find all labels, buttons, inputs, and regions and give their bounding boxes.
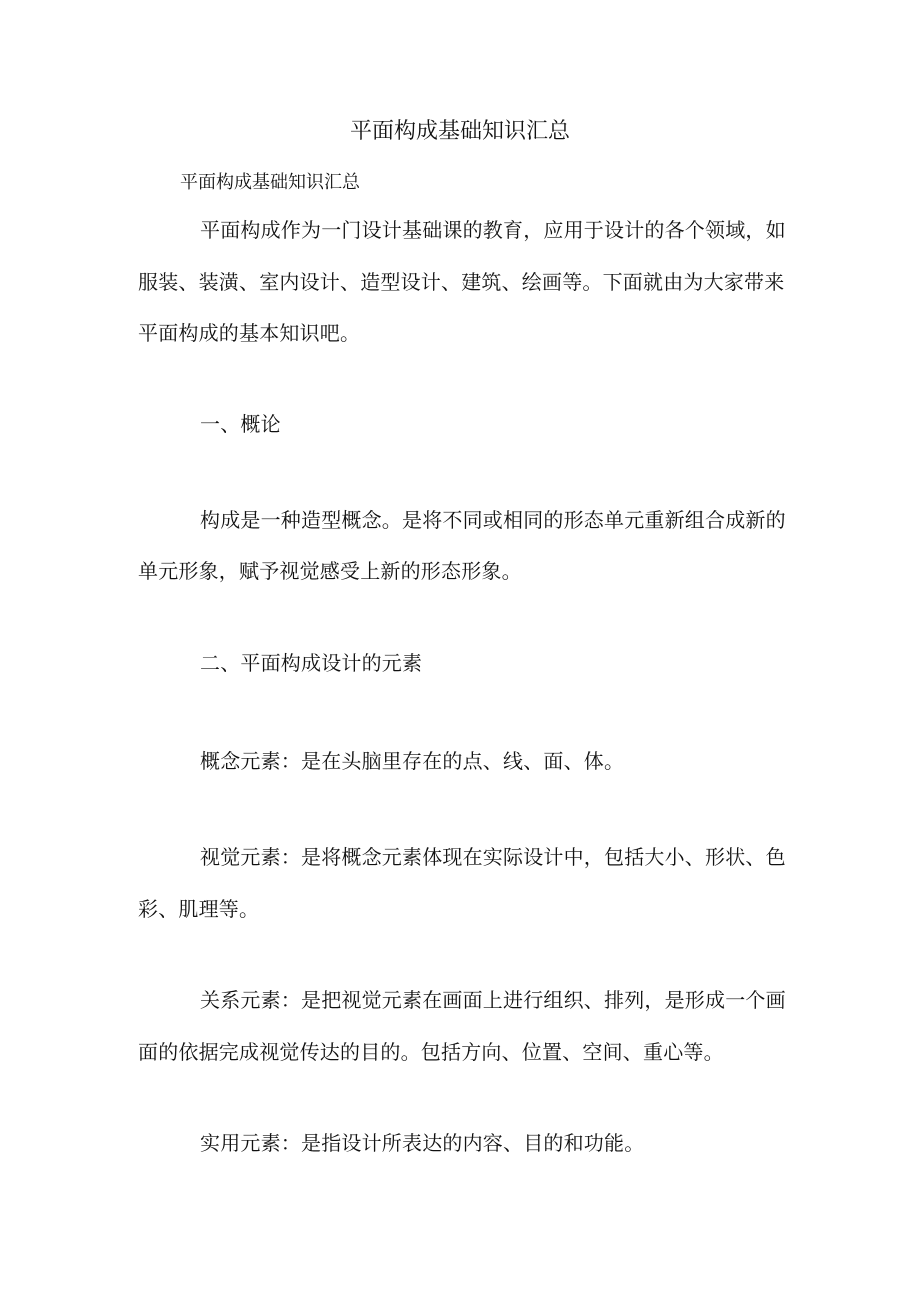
paragraph-line: 平面构成作为一门设计基础课的教育，应用于设计的各个领域，如 <box>200 218 786 242</box>
paragraph-line: 面的依据完成视觉传达的目的。包括方向、位置、空间、重心等。 <box>138 1040 724 1064</box>
document-title: 平面构成基础知识汇总 <box>349 119 570 144</box>
section-heading: 二、平面构成设计的元素 <box>200 651 423 675</box>
paragraph-line: 彩、肌理等。 <box>138 897 260 921</box>
paragraph-line: 实用元素：是指设计所表达的内容、目的和功能。 <box>200 1131 645 1155</box>
paragraph-line: 服装、装潢、室内设计、造型设计、建筑、绘画等。下面就由为大家带来 <box>138 270 785 294</box>
paragraph-line: 关系元素：是把视觉元素在画面上进行组织、排列，是形成一个画 <box>200 988 786 1012</box>
paragraph-line: 视觉元素：是将概念元素体现在实际设计中，包括大小、形状、色 <box>200 845 786 869</box>
paragraph-line: 单元形象，赋予视觉感受上新的形态形象。 <box>138 559 522 583</box>
section-heading: 一、概论 <box>200 412 281 436</box>
paragraph-line: 构成是一种造型概念。是将不同或相同的形态单元重新组合成新的 <box>200 508 786 532</box>
paragraph-line: 平面构成的基本知识吧。 <box>138 321 361 345</box>
document-subtitle: 平面构成基础知识汇总 <box>180 172 360 193</box>
paragraph-line: 概念元素：是在头脑里存在的点、线、面、体。 <box>200 749 625 773</box>
